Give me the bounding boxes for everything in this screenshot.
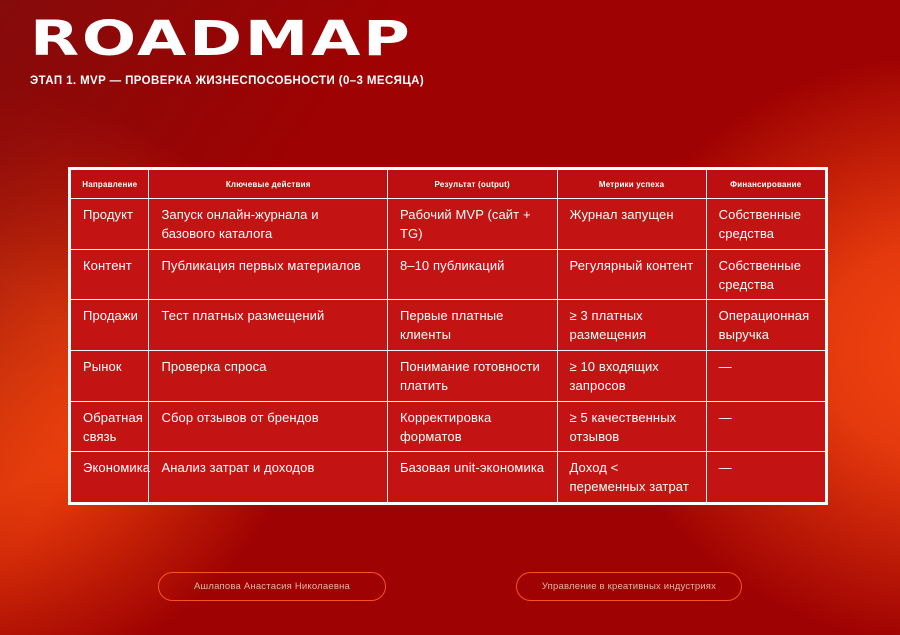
- table-cell: —: [706, 452, 826, 504]
- column-header-result: Результат (output): [387, 169, 557, 199]
- table-cell: Экономика: [70, 452, 149, 504]
- column-header-direction: Направление: [70, 169, 149, 199]
- roadmap-table: [68, 167, 828, 505]
- column-header-success-metrics: Метрики успеха: [557, 169, 706, 199]
- table-header-row: [70, 169, 827, 199]
- table-cell: Публикация первых материалов: [149, 249, 387, 300]
- table-cell: —: [706, 401, 826, 452]
- table-cell: Рынок: [70, 351, 149, 402]
- table-row-content: [70, 249, 827, 300]
- table-row-product: [70, 199, 827, 250]
- page-title: ROADMAP: [30, 11, 413, 67]
- table-cell: Проверка спроса: [149, 351, 387, 402]
- program-pill: Управление в креативных индустриях: [516, 572, 742, 601]
- table-cell: Продажи: [70, 300, 149, 351]
- table-cell: Собственные средства: [706, 199, 826, 250]
- table-cell: Продукт: [70, 199, 149, 250]
- table-cell: Доход < переменных затрат: [557, 452, 706, 504]
- table-cell: Корректировка форматов: [387, 401, 557, 452]
- table-row-feedback: [70, 401, 827, 452]
- table-cell: Первые платные клиенты: [387, 300, 557, 351]
- column-header-key-actions: Ключевые действия: [149, 169, 387, 199]
- table-cell: Операционная выручка: [706, 300, 826, 351]
- table-cell: Обратная связь: [70, 401, 149, 452]
- table-cell: Анализ затрат и доходов: [149, 452, 387, 504]
- table-cell: ≥ 10 входящих запросов: [557, 351, 706, 402]
- table-row-economics: [70, 452, 827, 504]
- roadmap-table-container: [68, 167, 828, 505]
- table-row-market: [70, 351, 827, 402]
- table-cell: Базовая unit-экономика: [387, 452, 557, 504]
- table-cell: 8–10 публикаций: [387, 249, 557, 300]
- table-cell: ≥ 3 платных размещения: [557, 300, 706, 351]
- page-subtitle: ЭТАП 1. MVP — ПРОВЕРКА ЖИЗНЕСПОСОБНОСТИ (0–3 МЕСЯЦА): [30, 75, 425, 87]
- table-cell: Понимание готовности платить: [387, 351, 557, 402]
- author-pill: Ашлапова Анастасия Николаевна: [158, 572, 386, 601]
- table-cell: Журнал запущен: [557, 199, 706, 250]
- table-cell: Запуск онлайн-журнала и базового каталога: [149, 199, 387, 250]
- table-cell: Собственные средства: [706, 249, 826, 300]
- table-cell: Контент: [70, 249, 149, 300]
- table-cell: Рабочий MVP (сайт + TG): [387, 199, 557, 250]
- table-row-sales: [70, 300, 827, 351]
- column-header-financing: Финансирование: [706, 169, 826, 199]
- table-cell: Сбор отзывов от брендов: [149, 401, 387, 452]
- table-cell: ≥ 5 качественных отзывов: [557, 401, 706, 452]
- table-cell: Регулярный контент: [557, 249, 706, 300]
- table-cell: Тест платных размещений: [149, 300, 387, 351]
- table-cell: —: [706, 351, 826, 402]
